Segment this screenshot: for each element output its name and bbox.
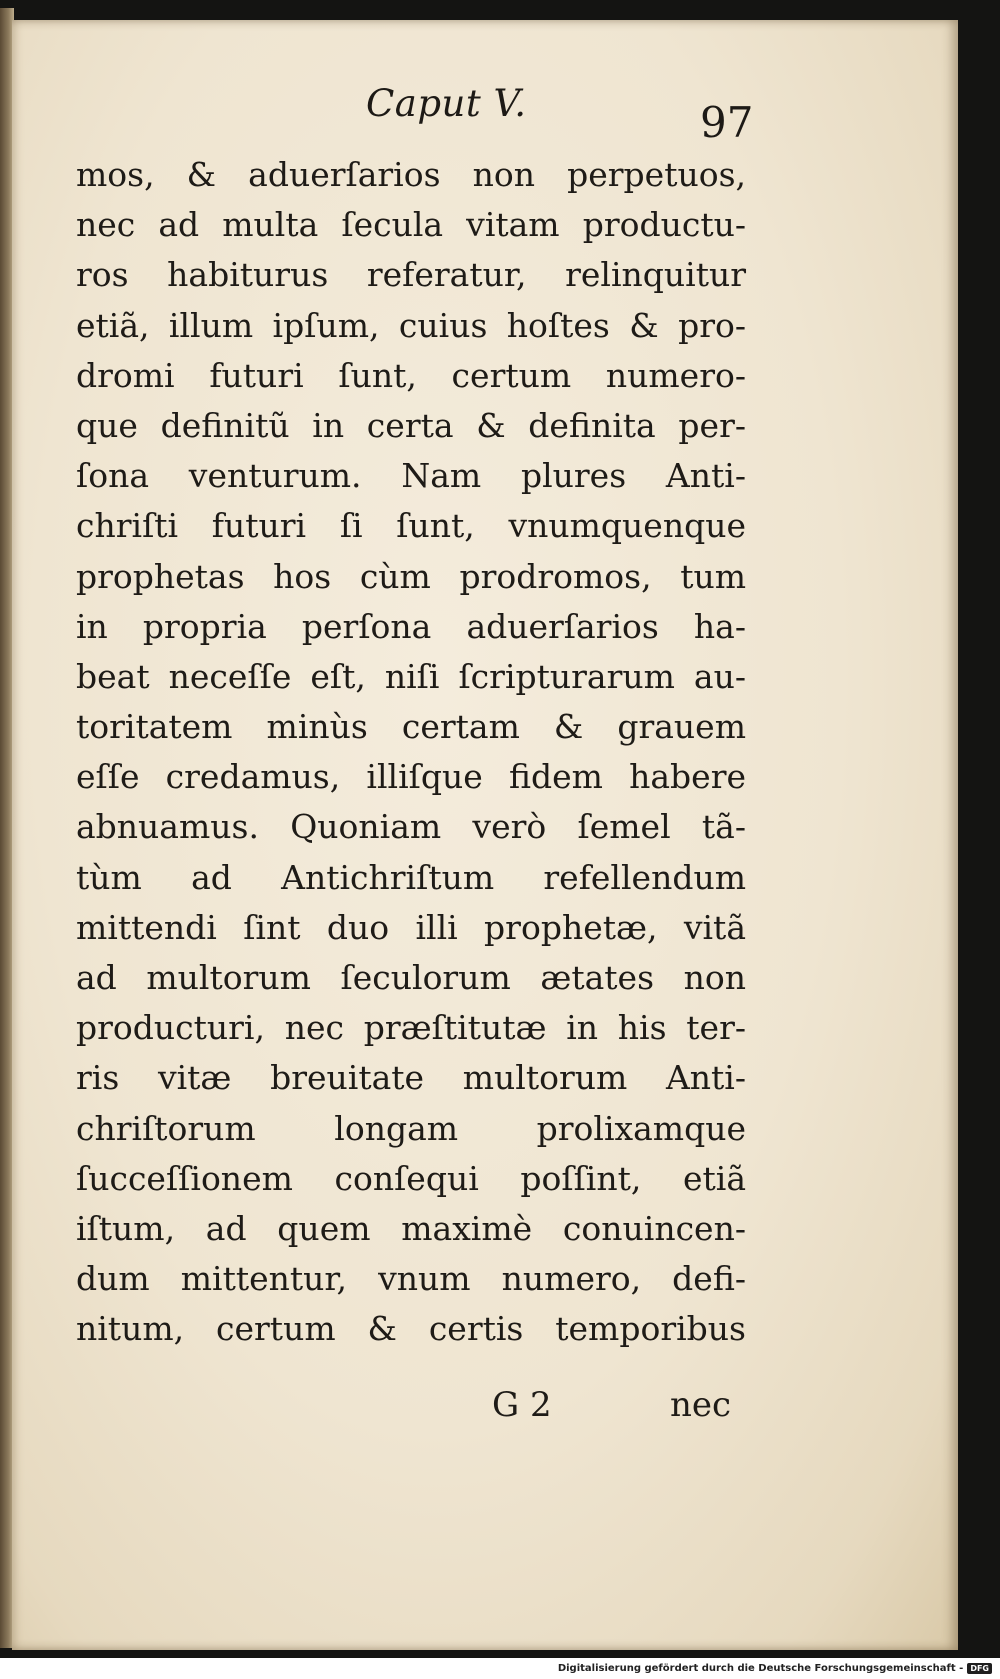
text-line: chriſtorum longam prolixamque [76, 1108, 746, 1148]
dfg-logo: DFG [967, 1663, 992, 1674]
signature-mark: G 2 [492, 1385, 552, 1425]
credit-text: Digitalisierung gefördert durch die Deutsche Forschungsgemeinschaft - [557, 1662, 964, 1674]
text-line: iſtum, ad quem maximè conuincen- [76, 1208, 746, 1248]
text-line: abnuamus. Quoniam verò ſemel tã- [76, 807, 746, 847]
text-line: tùm ad Antichriſtum refellendum [76, 857, 746, 897]
text-line: producturi, nec præſtitutæ in his ter- [76, 1008, 746, 1048]
text-line: ros habiturus referatur, relinquitur [76, 255, 746, 295]
digitization-credit [558, 1659, 992, 1677]
text-line: beat neceſſe eſt, niſi ſcripturarum au- [76, 656, 746, 696]
text-line: ris vitæ breuitate multorum Anti- [76, 1058, 746, 1098]
page-number: 97 [700, 98, 754, 147]
running-head: Caput V. [366, 82, 527, 125]
body-text [76, 150, 746, 1355]
catchword: nec [670, 1385, 732, 1425]
text-line: dromi futuri ſunt, certum numero- [76, 355, 746, 395]
text-line: etiã, illum ipſum, cuius hoſtes & pro- [76, 305, 746, 345]
text-line: prophetas hos cùm prodromos, tum [76, 556, 746, 596]
text-line: toritatem minùs certam & grauem [76, 707, 746, 747]
text-line: ſona venturum. Nam plures Anti- [76, 456, 746, 496]
text-line: chriſti futuri ſi ſunt, vnumquenque [76, 506, 746, 546]
text-line: ſucceſſionem conſequi poſſint, etiã [76, 1158, 746, 1198]
text-line: mos, & aduerſarios non perpetuos, [76, 155, 746, 194]
text-line: eſſe credamus, illiſque fidem habere [76, 757, 746, 797]
text-line: ad multorum ſeculorum ætates non [76, 958, 746, 997]
text-line: in propria perſona aduerſarios ha- [76, 606, 746, 646]
text-line: nitum, certum & certis temporibus [76, 1309, 746, 1349]
text-line: nec ad multa ſecula vitam productu- [76, 205, 746, 245]
text-line: que definitũ in certa & definita per- [76, 405, 746, 445]
text-line: mittendi ſint duo illi prophetæ, vitã [76, 907, 746, 947]
text-line: dum mittentur, vnum numero, defi- [76, 1259, 746, 1299]
